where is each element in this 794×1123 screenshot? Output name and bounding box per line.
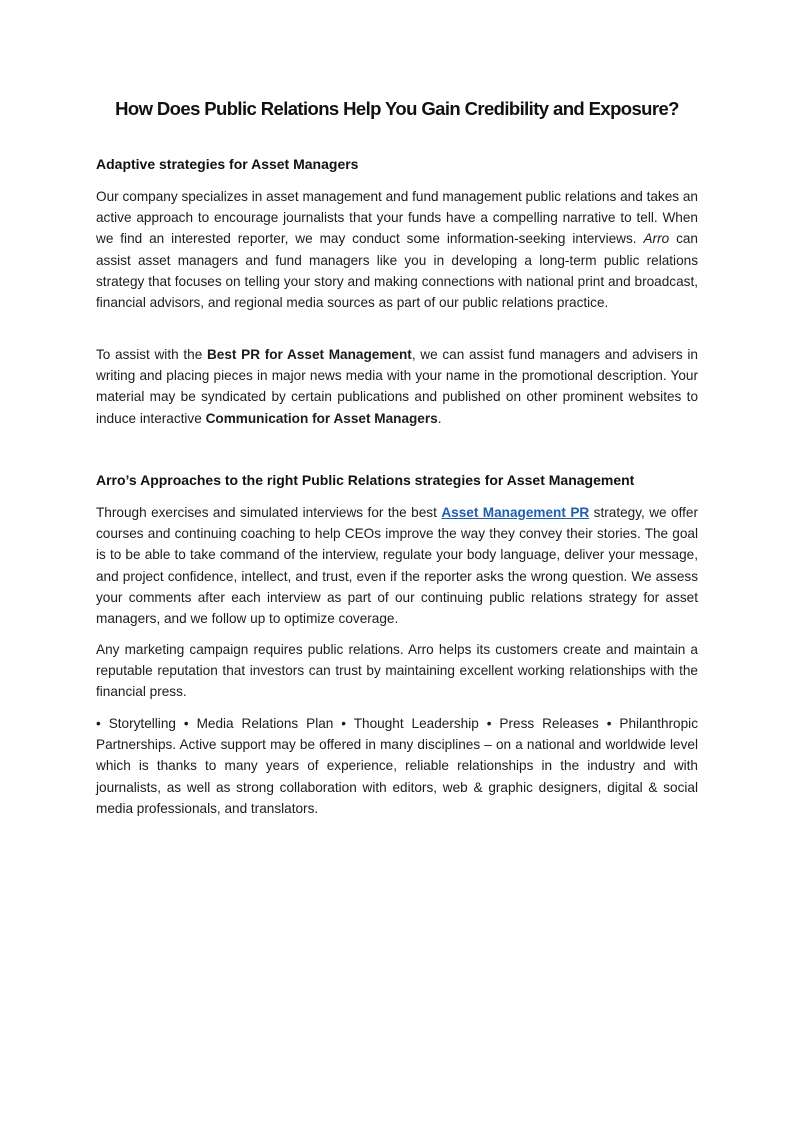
- text-run: , we can assist fund managers and advisers in writing and placing pieces in major news media with your name in the promotional description. Your material may be syndicated by certain publications and published on other prominent websites to induce interactive: [96, 347, 698, 426]
- text-run: can assist asset managers and fund managers like you in developing a long-term public relations strategy that focuses on telling your story and making connections with national print and broadcast, financial advisors, and regional media sources as part of our public relations practice.: [96, 231, 698, 311]
- text-run: strategy, we offer courses and continuing coaching to help CEOs improve the way they convey their stories. The goal is to be able to take command of the interview, regulate your body language, deliver your message, and project confidence, intellect, and trust, even if the reporter asks the wrong question. We assess your comments after each interview as part of our continuing public relations strategy for asset managers, and we follow up to optimize coverage.: [96, 505, 698, 627]
- section-heading-adaptive: Adaptive strategies for Asset Managers: [96, 156, 359, 172]
- paragraph-services-list: • Storytelling • Media Relations Plan • Thought Leadership • Press Releases • Philanthropic Partnerships. Active support may be offered in many disciplines – on a national and worldwide level which is thanks to many years of experience, reliable relationships in the industry and with journalists, as well as strong collaboration with editors, web & graphic designers, digital & social media professionals, and translators.: [96, 716, 698, 816]
- paragraph-marketing-campaign: Any marketing campaign requires public relations. Arro helps its customers create and maintain a reputable reputation that investors can trust by maintaining excellent working relationships with the financial press.: [96, 642, 698, 700]
- text-run: Our company specializes in asset management and fund management public relations and takes an active approach to encourage journalists that your funds have a compelling narrative to tell. When we find an interested reporter, we may conduct some information-seeking interviews.: [96, 189, 698, 247]
- paragraph-best-pr: [96, 344, 698, 429]
- bold-best-pr: Best PR for Asset Management: [206, 347, 412, 362]
- arro-emphasis: Arro: [643, 231, 670, 247]
- page-title: How Does Public Relations Help You Gain Credibility and Exposure?: [115, 98, 679, 119]
- bold-communication: Communication for Asset Managers: [205, 410, 438, 426]
- text-run: To assist with the: [96, 347, 207, 362]
- text-run: Through exercises and simulated interviews for the best: [96, 505, 442, 520]
- text-run: .: [437, 410, 442, 426]
- asset-management-pr-link[interactable]: Asset Management PR: [441, 505, 590, 520]
- section-heading-approaches: Arro’s Approaches to the right Public Relations strategies for Asset Management: [96, 472, 635, 488]
- paragraph-company-intro: [96, 186, 698, 313]
- paragraph-exercises: [96, 502, 698, 629]
